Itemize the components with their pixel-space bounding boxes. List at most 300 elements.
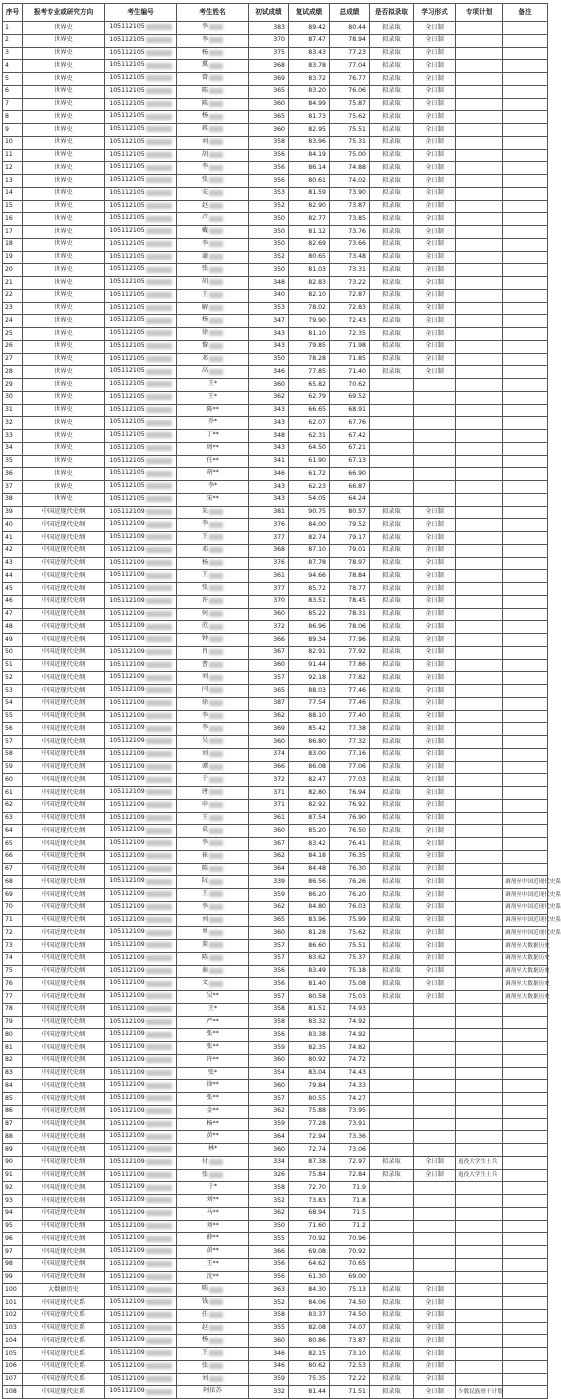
seq-cell: 53 <box>3 685 23 698</box>
name-cell <box>177 340 249 353</box>
admit-cell: 拟录取 <box>370 1348 414 1361</box>
seq-cell: 66 <box>3 850 23 863</box>
name-cell <box>177 1156 249 1169</box>
seq-cell: 50 <box>3 646 23 659</box>
admit-cell: 拟录取 <box>370 889 414 902</box>
retest-score-cell: 83.43 <box>289 47 330 60</box>
table-row <box>3 608 548 621</box>
seq-cell: 11 <box>3 149 23 162</box>
name-text: 张** <box>206 1094 219 1101</box>
initial-score-cell: 346 <box>249 1348 289 1361</box>
initial-score-cell: 360 <box>249 927 289 940</box>
study-mode-cell: 全日制 <box>414 1360 456 1373</box>
major-cell: 中国近现代史纲 <box>23 608 105 621</box>
study-mode-cell: 全日制 <box>414 85 456 98</box>
redaction-blur <box>146 216 172 222</box>
redaction-blur <box>146 1197 172 1203</box>
name-cell <box>177 697 249 710</box>
remarks-cell <box>503 34 548 47</box>
exam-id-cell <box>105 226 177 239</box>
special-plan-cell <box>456 659 503 672</box>
exam-id-cell <box>105 1297 177 1310</box>
exam-id-cell <box>105 22 177 35</box>
special-plan-cell <box>456 238 503 251</box>
special-plan-cell <box>456 1016 503 1029</box>
initial-score-cell: 372 <box>249 621 289 634</box>
retest-score-cell: 90.75 <box>289 506 330 519</box>
name-cell <box>177 1360 249 1373</box>
total-score-cell: 75.62 <box>330 111 370 124</box>
special-plan-cell <box>456 442 503 455</box>
total-score-cell: 78.94 <box>330 34 370 47</box>
name-cell <box>177 761 249 774</box>
total-score-cell: 79.17 <box>330 532 370 545</box>
major-cell: 中国近现代史纲 <box>23 876 105 889</box>
name-text: 陈 <box>201 86 209 94</box>
major-cell: 世界史 <box>23 111 105 124</box>
seq-cell: 60 <box>3 774 23 787</box>
exam-id-cell <box>105 85 177 98</box>
table-row <box>3 340 548 353</box>
special-plan-cell <box>456 60 503 73</box>
total-score-cell: 66.87 <box>330 481 370 494</box>
initial-score-cell: 359 <box>249 1042 289 1055</box>
redaction-blur <box>209 279 223 285</box>
name-text: 阮 <box>201 877 209 885</box>
redaction-blur <box>146 930 172 936</box>
retest-score-cell: 84.06 <box>289 1297 330 1310</box>
admit-cell <box>370 442 414 455</box>
name-cell <box>177 430 249 443</box>
retest-score-cell: 87.78 <box>289 557 330 570</box>
name-cell <box>177 685 249 698</box>
major-cell: 世界史 <box>23 277 105 290</box>
total-score-cell: 71.98 <box>330 340 370 353</box>
redaction-blur <box>146 573 172 579</box>
study-mode-cell: 全日制 <box>414 799 456 812</box>
seq-cell: 75 <box>3 965 23 978</box>
exam-id-text: 105112109 <box>109 673 145 681</box>
study-mode-cell <box>414 1182 456 1195</box>
study-mode-cell: 全日制 <box>414 1348 456 1361</box>
retest-score-cell: 54.05 <box>289 493 330 506</box>
major-cell: 中国近现代史纲 <box>23 927 105 940</box>
special-plan-cell <box>456 1373 503 1386</box>
exam-id-text: 105112109 <box>109 1374 145 1382</box>
major-cell: 中国近现代史系 <box>23 1322 105 1335</box>
admit-cell: 拟录取 <box>370 914 414 927</box>
major-cell: 中国近现代史纲 <box>23 544 105 557</box>
redaction-blur <box>146 420 172 426</box>
seq-cell: 20 <box>3 264 23 277</box>
name-text: 王* <box>207 1004 218 1012</box>
name-cell <box>177 238 249 251</box>
redaction-blur <box>209 789 223 795</box>
study-mode-cell <box>414 493 456 506</box>
special-plan-cell <box>456 1360 503 1373</box>
admit-cell: 拟录取 <box>370 595 414 608</box>
total-score-cell: 77.38 <box>330 723 370 736</box>
special-plan-cell <box>456 646 503 659</box>
special-plan-cell <box>456 404 503 417</box>
total-score-cell: 71.51 <box>330 1386 370 1399</box>
exam-id-text: 105112109 <box>109 788 145 795</box>
remarks-cell <box>503 723 548 736</box>
special-plan-cell <box>456 595 503 608</box>
exam-id-text: 105112109 <box>109 698 145 706</box>
major-cell: 世界史 <box>23 73 105 86</box>
study-mode-cell <box>414 1003 456 1016</box>
study-mode-cell <box>414 379 456 392</box>
table-row <box>3 761 548 774</box>
table-row <box>3 60 548 73</box>
redaction-blur <box>209 330 223 336</box>
special-plan-cell <box>456 634 503 647</box>
name-cell <box>177 748 249 761</box>
remarks-cell <box>503 60 548 73</box>
special-plan-cell <box>456 136 503 149</box>
table-row <box>3 315 548 328</box>
exam-id-text: 105112109 <box>109 902 145 910</box>
name-text: 杨** <box>206 1119 219 1127</box>
redaction-blur <box>146 50 172 56</box>
exam-id-cell <box>105 315 177 328</box>
major-cell: 中国近现代史纲 <box>23 1220 105 1233</box>
retest-score-cell: 82.92 <box>289 799 330 812</box>
exam-id-cell <box>105 1156 177 1169</box>
study-mode-cell: 全日制 <box>414 200 456 213</box>
total-score-cell: 75.03 <box>330 991 370 1004</box>
name-cell <box>177 277 249 290</box>
table-row <box>3 646 548 659</box>
name-text: 陈 <box>201 953 209 961</box>
study-mode-cell: 全日制 <box>414 761 456 774</box>
redaction-blur <box>146 764 172 770</box>
remarks-cell <box>503 353 548 366</box>
study-mode-cell: 全日制 <box>414 1284 456 1297</box>
remarks-cell <box>503 73 548 86</box>
table-row <box>3 277 548 290</box>
special-plan-cell: 退役大学生士兵 <box>456 1169 503 1182</box>
retest-score-cell: 84.00 <box>289 519 330 532</box>
name-cell <box>177 1105 249 1118</box>
total-score-cell: 75.51 <box>330 940 370 953</box>
retest-score-cell: 72.94 <box>289 1131 330 1144</box>
admit-cell: 拟录取 <box>370 787 414 800</box>
major-cell: 中国近现代史纲 <box>23 1016 105 1029</box>
name-text: 刘 <box>201 915 209 923</box>
initial-score-cell: 376 <box>249 519 289 532</box>
major-cell: 世界史 <box>23 481 105 494</box>
remarks-cell <box>503 379 548 392</box>
seq-cell: 67 <box>3 863 23 876</box>
redaction-blur <box>146 649 172 655</box>
exam-id-cell <box>105 379 177 392</box>
major-cell: 世界史 <box>23 442 105 455</box>
redaction-blur <box>209 1350 223 1356</box>
special-plan-cell <box>456 991 503 1004</box>
name-cell <box>177 1144 249 1157</box>
total-score-cell: 74.92 <box>330 1029 370 1042</box>
table-row <box>3 557 548 570</box>
redaction-blur <box>146 1248 172 1254</box>
redaction-blur <box>146 369 172 375</box>
admit-cell: 拟录取 <box>370 736 414 749</box>
total-score-cell: 64.24 <box>330 493 370 506</box>
name-cell <box>177 481 249 494</box>
name-text: 闫 <box>201 686 209 693</box>
initial-score-cell: 377 <box>249 532 289 545</box>
redaction-blur <box>146 1338 172 1344</box>
name-text: 戴 <box>201 227 209 234</box>
redaction-blur <box>209 534 223 540</box>
table-row <box>3 1373 548 1386</box>
redaction-blur <box>209 522 223 528</box>
redaction-blur <box>209 675 223 681</box>
exam-id-text: 105112105 <box>109 23 145 30</box>
admit-cell: 拟录取 <box>370 965 414 978</box>
study-mode-cell: 全日制 <box>414 787 456 800</box>
retest-score-cell: 81.51 <box>289 1003 330 1016</box>
admit-cell <box>370 1271 414 1284</box>
remarks-cell <box>503 430 548 443</box>
major-cell: 世界史 <box>23 200 105 213</box>
table-row <box>3 264 548 277</box>
seq-cell: 2 <box>3 34 23 47</box>
redaction-blur <box>146 381 172 387</box>
initial-score-cell: 366 <box>249 1246 289 1259</box>
exam-id-text: 105112109 <box>109 533 145 540</box>
redaction-blur <box>146 738 172 744</box>
table-row <box>3 1080 548 1093</box>
seq-cell: 64 <box>3 825 23 838</box>
retest-score-cell: 83.37 <box>289 1309 330 1322</box>
retest-score-cell: 77.85 <box>289 366 330 379</box>
study-mode-cell: 全日制 <box>414 685 456 698</box>
seq-cell: 1 <box>3 22 23 35</box>
seq-cell: 21 <box>3 277 23 290</box>
seq-cell: 38 <box>3 493 23 506</box>
study-mode-cell: 全日制 <box>414 901 456 914</box>
study-mode-cell: 全日制 <box>414 978 456 991</box>
initial-score-cell: 356 <box>249 1258 289 1271</box>
initial-score-cell: 365 <box>249 111 289 124</box>
admit-cell: 拟录取 <box>370 761 414 774</box>
admit-cell: 拟录取 <box>370 519 414 532</box>
special-plan-cell <box>456 1182 503 1195</box>
redaction-blur <box>209 267 223 273</box>
retest-score-cell: 62.31 <box>289 430 330 443</box>
admit-cell <box>370 391 414 404</box>
exam-id-text: 105112109 <box>109 966 145 974</box>
table-row <box>3 289 548 302</box>
special-plan-cell <box>456 47 503 60</box>
major-cell: 世界史 <box>23 187 105 200</box>
table-body <box>3 22 561 1399</box>
exam-id-cell <box>105 1042 177 1055</box>
redaction-blur <box>209 828 223 834</box>
redaction-blur <box>146 88 172 94</box>
name-text: 刘 <box>201 749 209 757</box>
name-text: 刘 <box>201 673 209 681</box>
name-cell <box>177 1258 249 1271</box>
major-cell: 世界史 <box>23 34 105 47</box>
exam-id-cell <box>105 328 177 341</box>
seq-cell: 10 <box>3 136 23 149</box>
special-plan-cell <box>456 1258 503 1271</box>
study-mode-cell <box>414 1105 456 1118</box>
initial-score-cell: 350 <box>249 238 289 251</box>
seq-cell: 34 <box>3 442 23 455</box>
initial-score-cell: 365 <box>249 914 289 927</box>
major-cell: 中国近现代史纲 <box>23 1029 105 1042</box>
special-plan-cell <box>456 952 503 965</box>
seq-cell: 86 <box>3 1105 23 1118</box>
redaction-blur <box>146 1044 172 1050</box>
initial-score-cell: 360 <box>249 659 289 672</box>
name-cell <box>177 136 249 149</box>
special-plan-cell <box>456 710 503 723</box>
seq-cell: 103 <box>3 1322 23 1335</box>
retest-score-cell: 82.83 <box>289 277 330 290</box>
remarks-cell <box>503 251 548 264</box>
redaction-blur <box>146 942 172 948</box>
exam-id-cell <box>105 889 177 902</box>
special-plan-cell <box>456 1220 503 1233</box>
total-score-cell: 77.96 <box>330 634 370 647</box>
redaction-blur <box>146 152 172 158</box>
exam-id-text: 105112109 <box>109 1055 145 1063</box>
study-mode-cell: 全日制 <box>414 927 456 940</box>
name-cell <box>177 1131 249 1144</box>
table-row <box>3 353 548 366</box>
major-cell: 中国近现代史纲 <box>23 621 105 634</box>
retest-score-cell: 80.62 <box>289 1360 330 1373</box>
admit-cell: 拟录取 <box>370 289 414 302</box>
seq-cell: 88 <box>3 1131 23 1144</box>
major-cell: 中国近现代史纲 <box>23 965 105 978</box>
retest-score-cell: 62.07 <box>289 417 330 430</box>
seq-cell: 15 <box>3 200 23 213</box>
study-mode-cell: 全日制 <box>414 583 456 596</box>
study-mode-cell: 全日制 <box>414 264 456 277</box>
study-mode-cell <box>414 481 456 494</box>
table-row <box>3 685 548 698</box>
major-cell: 世界史 <box>23 213 105 226</box>
redaction-blur <box>146 726 172 732</box>
major-cell: 中国近现代史纲 <box>23 685 105 698</box>
retest-score-cell: 73.83 <box>289 1195 330 1208</box>
table-row <box>3 659 548 672</box>
seq-cell: 48 <box>3 621 23 634</box>
seq-cell: 51 <box>3 659 23 672</box>
admit-cell: 拟录取 <box>370 723 414 736</box>
redaction-blur <box>146 1185 172 1191</box>
name-text: 何 <box>201 609 209 617</box>
total-score-cell: 67.42 <box>330 430 370 443</box>
name-text: 高 <box>201 367 209 375</box>
exam-id-cell <box>105 366 177 379</box>
exam-id-text: 105112109 <box>109 800 145 808</box>
exam-id-cell <box>105 1322 177 1335</box>
table-row <box>3 787 548 800</box>
major-cell: 世界史 <box>23 226 105 239</box>
special-plan-cell <box>456 1233 503 1246</box>
retest-score-cell: 83.00 <box>289 748 330 761</box>
exam-id-text: 105112109 <box>109 1081 145 1089</box>
total-score-cell: 73.22 <box>330 277 370 290</box>
retest-score-cell: 77.28 <box>289 1118 330 1131</box>
name-cell <box>177 991 249 1004</box>
exam-id-cell <box>105 710 177 723</box>
redaction-blur <box>146 1350 172 1356</box>
initial-score-cell: 343 <box>249 328 289 341</box>
seq-cell: 92 <box>3 1182 23 1195</box>
study-mode-cell: 全日制 <box>414 340 456 353</box>
special-plan-cell <box>456 1195 503 1208</box>
exam-id-text: 105112109 <box>109 1017 145 1025</box>
special-plan-cell <box>456 570 503 583</box>
study-mode-cell <box>414 404 456 417</box>
seq-cell: 5 <box>3 73 23 86</box>
name-cell <box>177 468 249 481</box>
name-text: 宋** <box>206 494 219 502</box>
redaction-blur <box>209 981 223 987</box>
seq-cell: 18 <box>3 238 23 251</box>
exam-id-cell <box>105 608 177 621</box>
seq-cell: 22 <box>3 289 23 302</box>
table-row <box>3 901 548 914</box>
admit-cell: 拟录取 <box>370 608 414 621</box>
name-text: 张 <box>201 1170 209 1178</box>
remarks-cell <box>503 366 548 379</box>
study-mode-cell: 全日制 <box>414 965 456 978</box>
name-cell <box>177 927 249 940</box>
seq-cell: 16 <box>3 213 23 226</box>
major-cell: 中国近现代史纲 <box>23 978 105 991</box>
exam-id-cell <box>105 149 177 162</box>
admit-cell: 拟录取 <box>370 264 414 277</box>
name-text: 严** <box>206 1017 219 1025</box>
redaction-blur <box>146 509 172 515</box>
table-row <box>3 1195 548 1208</box>
major-cell: 中国近现代史纲 <box>23 914 105 927</box>
exam-id-text: 105112109 <box>109 635 145 642</box>
name-cell <box>177 328 249 341</box>
special-plan-cell <box>456 914 503 927</box>
total-score-cell: 77.86 <box>330 659 370 672</box>
name-text: 范 <box>201 622 209 630</box>
total-score-cell: 74.07 <box>330 1322 370 1335</box>
seq-cell: 43 <box>3 557 23 570</box>
retest-score-cell: 80.65 <box>289 251 330 264</box>
name-cell <box>177 1233 249 1246</box>
retest-score-cell: 86.14 <box>289 162 330 175</box>
major-cell: 中国近现代史纲 <box>23 889 105 902</box>
special-plan-cell <box>456 978 503 991</box>
name-text: 杨 <box>201 112 209 120</box>
study-mode-cell <box>414 1195 456 1208</box>
major-cell: 中国近现代史纲 <box>23 532 105 545</box>
name-text: 张** <box>206 1043 219 1050</box>
name-cell <box>177 1169 249 1182</box>
remarks-cell <box>503 1271 548 1284</box>
special-plan-cell <box>456 1118 503 1131</box>
remarks-cell <box>503 328 548 341</box>
total-score-cell: 75.31 <box>330 136 370 149</box>
remarks-cell <box>503 277 548 290</box>
initial-score-cell: 339 <box>249 876 289 889</box>
